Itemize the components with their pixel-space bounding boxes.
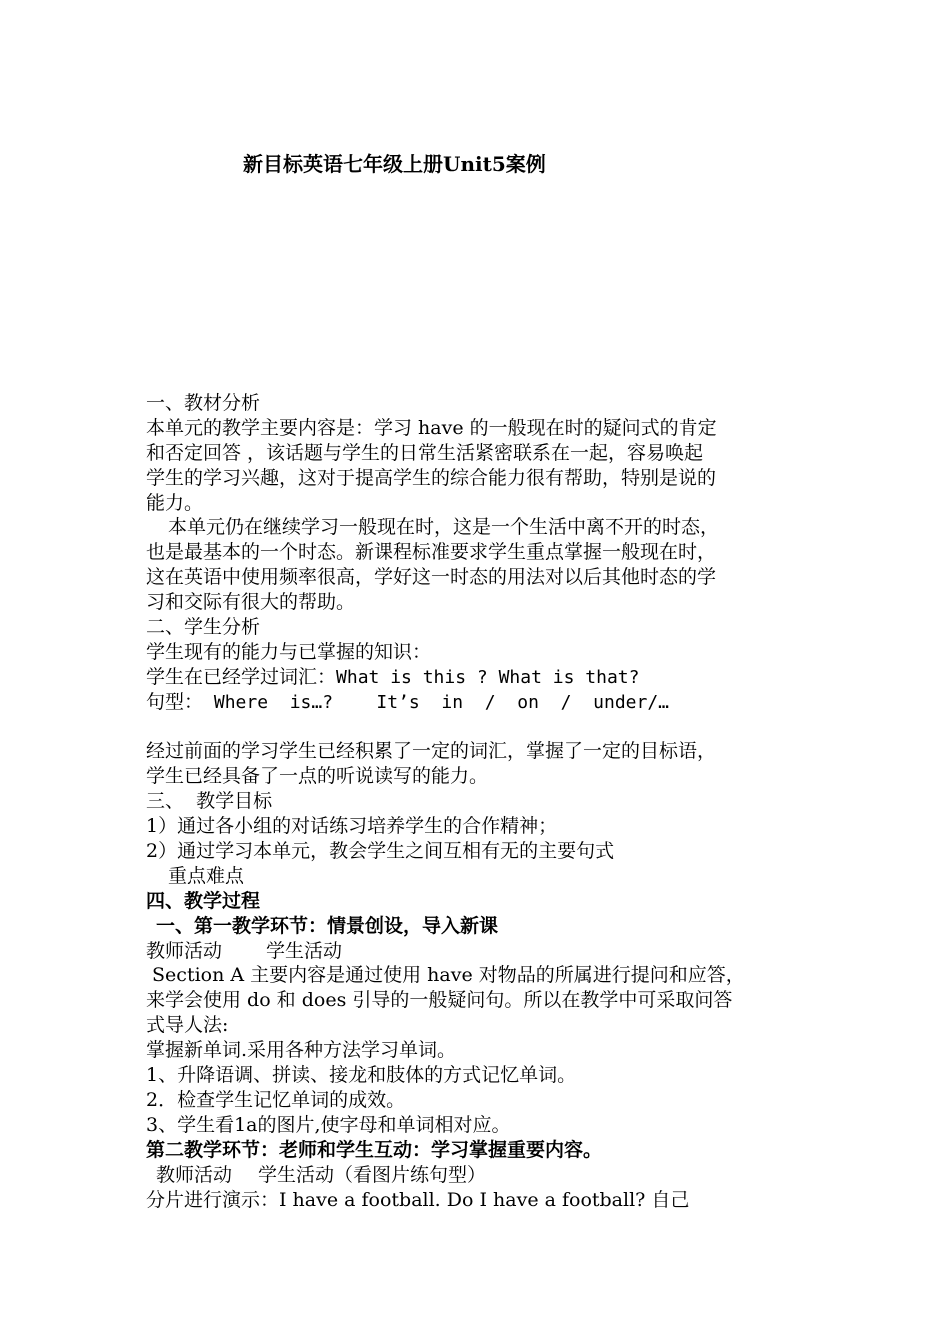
paragraph-line: 本单元仍在继续学习一般现在时，这是一个生活中离不开的时态，: [168, 516, 720, 539]
stage-one-heading: 一、第一教学环节：情景创设，导入新课: [156, 914, 499, 937]
sentence-pattern-line: [146, 690, 826, 715]
paragraph-line: 习和交际有很大的帮助。: [146, 591, 356, 614]
paragraph-line: 式导人法:: [146, 1014, 229, 1037]
paragraph-line: 也是最基本的一个时态。新课程标准要求学生重点掌握一般现在时，: [146, 541, 717, 564]
paragraph-line: 和否定回答 ，该话题与学生的日常生活紧密联系在一起，容易唤起: [146, 441, 704, 464]
goal-item: 2）通过学习本单元，教会学生之间互相有无的主要句式: [146, 840, 615, 863]
section-heading-teaching-process: 四、教学过程: [146, 889, 261, 912]
paragraph-line: 本单元的教学主要内容是：学习 have 的一般现在时的疑问式的肯定: [146, 416, 717, 439]
teacher-activity-label: 教师活动: [156, 1163, 233, 1186]
sentence-pattern-label: 句型：: [146, 690, 204, 713]
student-activity-label: 学生活动: [266, 939, 343, 962]
paragraph-line: 分片进行演示：I have a football. Do I have a football? 自己: [146, 1188, 690, 1211]
paragraph-line: Section A 主要内容是通过使用 have 对物品的所属进行提问和应答，: [146, 964, 745, 987]
vocabulary-line: [146, 665, 826, 690]
vocabulary-label: 学生在已经学过词汇：: [146, 665, 337, 688]
student-activity-label: 学生活动（看图片练句型）: [258, 1163, 487, 1186]
paragraph-line: 来学会使用 do 和 does 引导的一般疑问句。所以在教学中可采取问答: [146, 989, 733, 1012]
goal-item: 1）通过各小组的对话练习培养学生的合作精神；: [146, 815, 558, 838]
step-line: 3、学生看1a的图片,使字母和单词相对应。: [146, 1113, 511, 1136]
section-heading-teaching-goals: 三、 教学目标: [146, 790, 273, 813]
section-heading-textbook-analysis: 一、教材分析: [146, 392, 261, 414]
paragraph-line: 学生现有的能力与已掌握的知识：: [146, 640, 432, 663]
paragraph-line: 这在英语中使用频率很高，学好这一时态的用法对以后其他时态的学: [146, 566, 717, 589]
document-body: [146, 391, 826, 1212]
step-line: 掌握新单词.采用各种方法学习单词。: [146, 1039, 457, 1062]
activity-columns: [146, 939, 826, 964]
document-title: 新目标英语七年级上册Unit5案例: [243, 152, 546, 176]
section-heading-student-analysis: 二、学生分析: [146, 616, 261, 639]
vocabulary-examples: What is this ? What is that?: [336, 666, 640, 688]
step-line: 2．检查学生记忆单词的成效。: [146, 1088, 406, 1111]
key-points-label: 重点难点: [168, 864, 245, 887]
activity-columns: [146, 1163, 826, 1188]
step-line: 1、升降语调、拼读、接龙和肢体的方式记忆单词。: [146, 1064, 577, 1087]
paragraph-line: 经过前面的学习学生已经积累了一定的词汇，掌握了一定的目标语，: [146, 740, 717, 763]
paragraph-line: 学生已经具备了一点的听说读写的能力。: [146, 765, 489, 788]
paragraph-line: 学生的学习兴趣，这对于提高学生的综合能力很有帮助，特别是说的: [146, 466, 717, 489]
teacher-activity-label: 教师活动: [146, 939, 223, 962]
paragraph-line: 能力。: [146, 491, 204, 514]
sentence-pattern-examples: Where is…? It’s in / on / under/…: [203, 691, 670, 713]
blank-line: [146, 715, 826, 740]
stage-two-heading: 第二教学环节：老师和学生互动：学习掌握重要内容。: [146, 1138, 603, 1161]
